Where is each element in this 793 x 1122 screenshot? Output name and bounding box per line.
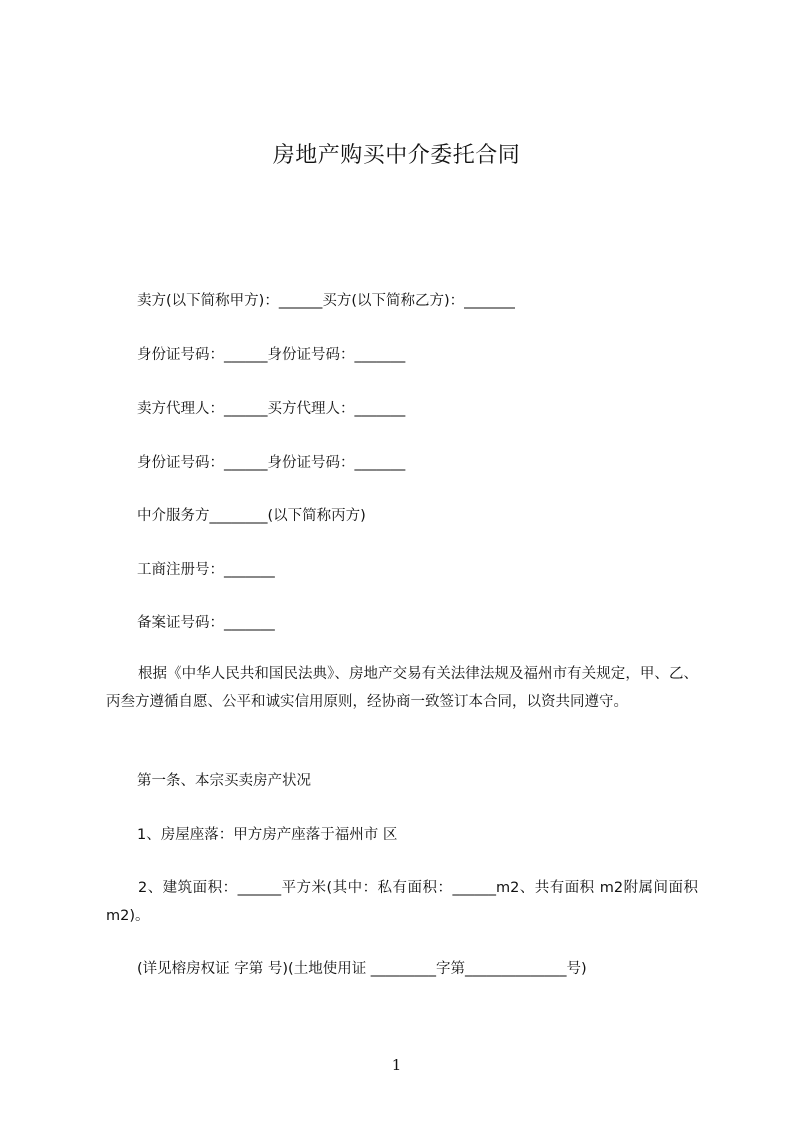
certificate-item: (详见榕房权证 字第 号)(土地使用证 _________字第______________号)	[137, 961, 587, 977]
document-title: 房地产购买中介委托合同	[272, 143, 521, 168]
agent-id-number-field: 身份证号码：______身份证号码：_______	[137, 455, 406, 471]
filing-certificate-field: 备案证号码：_______	[137, 615, 275, 631]
page-number: 1	[391, 1056, 402, 1074]
article-heading: 第一条、本宗买卖房产状况	[137, 773, 311, 789]
business-registration-field: 工商注册号：_______	[137, 562, 275, 578]
agent-field: 卖方代理人：______买方代理人：_______	[137, 401, 406, 417]
building-area-item: 2、建筑面积：______平方米(其中：私有面积：______m2、共有面积 m2附属间面积 m2)。	[106, 880, 698, 924]
intermediary-field: 中介服务方________(以下简称丙方)	[137, 508, 366, 524]
id-number-field: 身份证号码：______身份证号码：_______	[137, 347, 406, 363]
property-location-item: 1、房屋座落：甲方房产座落于福州市 区	[137, 827, 398, 843]
preamble-paragraph: 根据《中华人民共和国民法典》、房地产交易有关法律法规及福州市有关规定，甲、乙、丙叁方遵循自愿、公平和诚实信用原则，经协商一致签订本合同，以资共同遵守。	[106, 666, 698, 710]
seller-buyer-field: 卖方(以下简称甲方)：______买方(以下简称乙方)：_______	[137, 293, 515, 309]
